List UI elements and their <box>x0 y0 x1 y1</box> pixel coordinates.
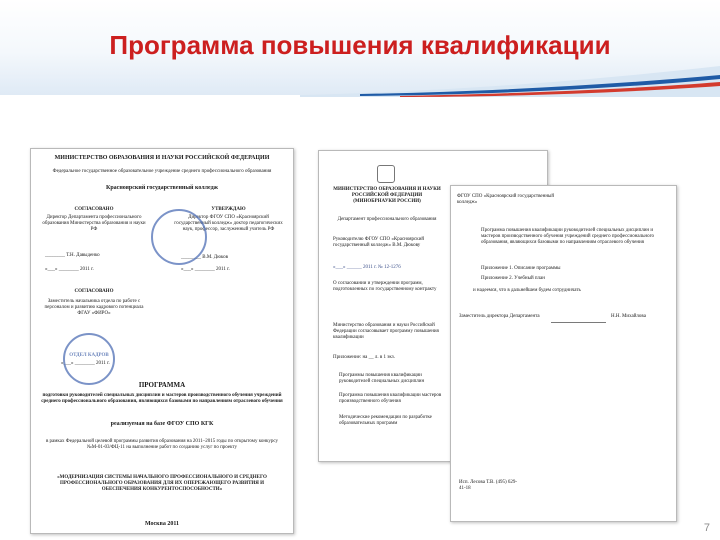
doc2-body-2: Приложение: на __ л. в 1 экз. <box>333 355 395 360</box>
doc1-stamp-text: ОТДЕЛ КАДРОВ <box>69 353 109 358</box>
doc3-signature-line <box>551 322 606 323</box>
page-number: 7 <box>703 522 710 534</box>
doc2-bullet-2: Программа повышения квалификации мастеров производственного обучения <box>339 393 442 404</box>
doc3-header-note: ФГОУ СПО «Красноярский государственный колледж» <box>457 194 555 205</box>
doc1-agreed2-body: Заместитель начальника отдела по работе с персоналом и развитию кадрового потенциала ФГАУ «ФИРО» <box>44 299 144 316</box>
doc3-bullet-1: Программа повышения квалификации руководителей специальных дисциплин и мастеров производственного обучения учреждений среднего профессионального образования, являющихся базовыми по направлениям отраслевого обучения <box>481 228 655 245</box>
doc1-agreed-date: «___» ________ 2011 г. <box>45 267 94 272</box>
doc1-approved-heading: УТВЕРЖДАЮ <box>211 207 246 212</box>
header-wave-decoration <box>0 62 720 97</box>
doc1-college: Красноярский государственный колледж <box>105 185 219 191</box>
doc1-ministry: МИНИСТЕРСТВО ОБРАЗОВАНИЯ И НАУКИ РОССИЙСКОЙ ФЕДЕРАЦИИ <box>54 155 270 161</box>
doc2-department: Департамент профессионального образования <box>337 217 437 222</box>
doc1-agreed2-heading: СОГЛАСОВАНО <box>74 289 114 294</box>
program-title-page <box>30 148 294 534</box>
doc1-approved-date: «___» ________ 2011 г. <box>181 267 230 272</box>
doc1-institution: Федеральное государственное образовательное учреждение среднего профессионального образования <box>52 169 272 174</box>
doc1-program-frame: в рамках Федеральной целевой программы развития образования на 2011–2015 годы по открытому конкурсу №М-01-03/ФЦ-11 на выполнение работ по созданию услуг по проекту <box>45 439 279 450</box>
doc2-outgoing: «___» ______ 2011 г. № 12-1276 <box>333 265 401 270</box>
doc1-city-year: Москва 2011 <box>144 521 180 527</box>
letter-continuation-page <box>450 185 677 522</box>
doc1-agreed-signature: ________ Т.Н. Давыденко <box>45 253 100 258</box>
doc3-signature-name: Н.Н. Михайлова <box>611 314 646 319</box>
doc1-approved-body: Директор ФГОУ СПО «Красноярский государственный колледж» доктор педагогических наук, профессор, заслуженный учитель РФ <box>174 215 283 232</box>
slide-title: Программа повышения квалификации <box>109 30 611 60</box>
doc1-program-body: подготовки руководителей специальных дисциплин и мастеров производственного обучения учреждений среднего профессионального образования, являющихся базовыми по направлениям отраслевого обучения <box>41 393 283 404</box>
doc1-hr-stamp <box>63 333 115 385</box>
doc2-subject: О согласовании и утверждении программ, подготовленных по государственному контракту <box>333 281 437 292</box>
doc2-body-1: Министерство образования и науки Российской Федерации согласовывает программу повышения квалификации <box>333 323 439 340</box>
doc3-footer-note: Исп. Лесова Т.В. (495) 629-41-18 <box>459 480 518 491</box>
doc3-closing: и надеемся, что в дальнейшем будем сотрудничать <box>473 288 581 293</box>
coat-of-arms-emblem <box>377 165 395 183</box>
doc2-bullet-3: Методические рекомендации по разработке образовательных программ <box>339 415 432 426</box>
doc1-agreed2-date: «___» ________ 2011 г. <box>61 361 110 366</box>
doc1-agreed-heading: СОГЛАСОВАНО <box>74 207 114 212</box>
slide-header <box>0 0 720 95</box>
doc1-program-heading: ПРОГРАММА <box>138 381 186 389</box>
doc1-project-title: «МОДЕРНИЗАЦИЯ СИСТЕМЫ НАЧАЛЬНОГО ПРОФЕССИОНАЛЬНОГО И СРЕДНЕГО ПРОФЕССИОНАЛЬНОГО ОБРАЗОВАНИЯ ДЛЯ ИХ ОПЕРЕЖАЮЩЕГО РАЗВИТИЯ И ОБЕСПЕЧЕНИЯ КОНКУРЕНТОСПОСОБНОСТИ» <box>57 475 267 492</box>
doc3-bullet-2: Приложение 1. Описание программы <box>481 266 561 271</box>
doc1-approved-signature: ________ В.М. Дюков <box>181 255 228 260</box>
doc2-ministry: МИНИСТЕРСТВО ОБРАЗОВАНИЯ И НАУКИ РОССИЙСКОЙ ФЕДЕРАЦИИ (МИНОБРНАУКИ РОССИИ) <box>333 187 441 204</box>
doc1-approval-seal <box>151 209 207 265</box>
doc1-agreed-body: Директор Департамента профессионального образования Министерства образования и науки РФ <box>42 215 146 232</box>
doc2-recipient: Руководителю ФГОУ СПО «Красноярский государственный колледж» В.М. Дюкову <box>333 237 425 248</box>
doc3-bullet-3: Приложение 2. Учебный план <box>481 276 545 281</box>
doc1-program-base: реализуемая на базе ФГОУ СПО КГК <box>110 421 214 427</box>
doc2-bullet-1: Программы повышения квалификации руководителей специальных дисциплин <box>339 373 425 384</box>
doc3-signature-role: Заместитель директора Департамента <box>459 314 540 319</box>
